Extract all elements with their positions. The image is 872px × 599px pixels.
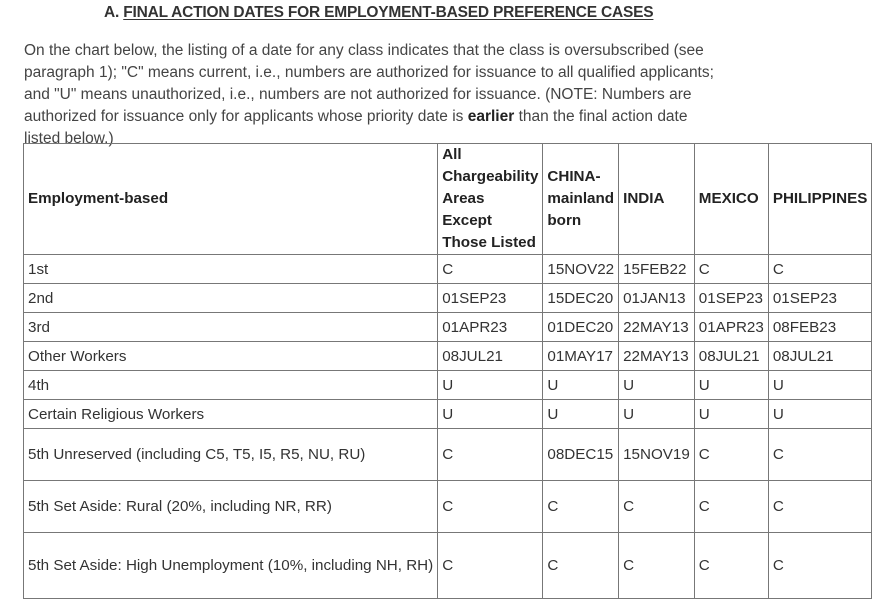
cell-china: 08DEC15: [543, 429, 619, 481]
cell-india: 01JAN13: [619, 284, 695, 313]
row-category: 3rd: [24, 313, 438, 342]
header-mexico: MEXICO: [694, 144, 768, 255]
table-row: [24, 429, 872, 481]
cell-all-chargeability: C: [438, 481, 543, 533]
cell-philippines: C: [768, 429, 872, 481]
cell-philippines: C: [768, 533, 872, 599]
cell-philippines: C: [768, 481, 872, 533]
header-india: INDIA: [619, 144, 695, 255]
cell-china: 01MAY17: [543, 342, 619, 371]
cell-china: C: [543, 533, 619, 599]
cell-india: C: [619, 533, 695, 599]
section-letter: A.: [104, 4, 120, 21]
cell-china: U: [543, 400, 619, 429]
row-category: 5th Set Aside: High Unemployment (10%, including NH, RH): [24, 533, 438, 599]
row-category: 4th: [24, 371, 438, 400]
table-row: [24, 533, 872, 599]
section-title: FINAL ACTION DATES FOR EMPLOYMENT-BASED PREFERENCE CASES: [123, 4, 654, 21]
cell-india: 22MAY13: [619, 342, 695, 371]
cell-china: 01DEC20: [543, 313, 619, 342]
cell-india: 15NOV19: [619, 429, 695, 481]
cell-china: 15DEC20: [543, 284, 619, 313]
cell-india: 22MAY13: [619, 313, 695, 342]
row-category: 5th Set Aside: Rural (20%, including NR, RR): [24, 481, 438, 533]
table-row: [24, 255, 872, 284]
cell-mexico: U: [694, 400, 768, 429]
row-category: 5th Unreserved (including C5, T5, I5, R5, NU, RU): [24, 429, 438, 481]
table-row: [24, 284, 872, 313]
cell-philippines: U: [768, 400, 872, 429]
intro-emphasis: earlier: [467, 108, 515, 125]
cell-mexico: C: [694, 429, 768, 481]
cell-mexico: 01APR23: [694, 313, 768, 342]
table-row: [24, 313, 872, 342]
cell-all-chargeability: 01APR23: [438, 313, 543, 342]
row-category: 2nd: [24, 284, 438, 313]
intro-text-part2: than the final action date listed below.): [24, 108, 688, 147]
cell-all-chargeability: 08JUL21: [438, 342, 543, 371]
cell-mexico: 01SEP23: [694, 284, 768, 313]
row-category: 1st: [24, 255, 438, 284]
cell-philippines: 08JUL21: [768, 342, 872, 371]
cell-philippines: C: [768, 255, 872, 284]
cell-philippines: 08FEB23: [768, 313, 872, 342]
section-heading: [104, 4, 653, 22]
cell-china: C: [543, 481, 619, 533]
header-all-chargeability: All Chargeability Areas Except Those Listed: [438, 144, 543, 255]
header-china: CHINA-mainland born: [543, 144, 619, 255]
cell-mexico: C: [694, 481, 768, 533]
cell-mexico: C: [694, 255, 768, 284]
cell-india: C: [619, 481, 695, 533]
table-row: [24, 371, 872, 400]
cell-all-chargeability: C: [438, 429, 543, 481]
cell-india: U: [619, 371, 695, 400]
cell-all-chargeability: C: [438, 255, 543, 284]
cell-mexico: U: [694, 371, 768, 400]
cell-india: U: [619, 400, 695, 429]
header-philippines: PHILIPPINES: [768, 144, 872, 255]
final-action-dates-table: [23, 143, 872, 599]
table-row: [24, 342, 872, 371]
cell-china: U: [543, 371, 619, 400]
table-row: [24, 481, 872, 533]
cell-china: 15NOV22: [543, 255, 619, 284]
cell-mexico: C: [694, 533, 768, 599]
row-category: Other Workers: [24, 342, 438, 371]
header-employment-based: Employment-based: [24, 144, 438, 255]
cell-india: 15FEB22: [619, 255, 695, 284]
intro-paragraph: [24, 40, 724, 150]
table-row: [24, 400, 872, 429]
cell-philippines: 01SEP23: [768, 284, 872, 313]
cell-all-chargeability: C: [438, 533, 543, 599]
cell-all-chargeability: U: [438, 371, 543, 400]
table-header-row: [24, 144, 872, 255]
cell-all-chargeability: 01SEP23: [438, 284, 543, 313]
row-category: Certain Religious Workers: [24, 400, 438, 429]
intro-text-part1: On the chart below, the listing of a date for any class indicates that the class is oversubscribed (see paragraph 1); "C" means current, i.e., numbers are authorized for issuance to all qualified applicants; and "U" means unauthorized, i.e., numbers are not authorized for issuance. (NOTE: Numbers are authorized for issuance only for applicants whose priority date is: [24, 42, 714, 125]
cell-philippines: U: [768, 371, 872, 400]
cell-all-chargeability: U: [438, 400, 543, 429]
cell-mexico: 08JUL21: [694, 342, 768, 371]
